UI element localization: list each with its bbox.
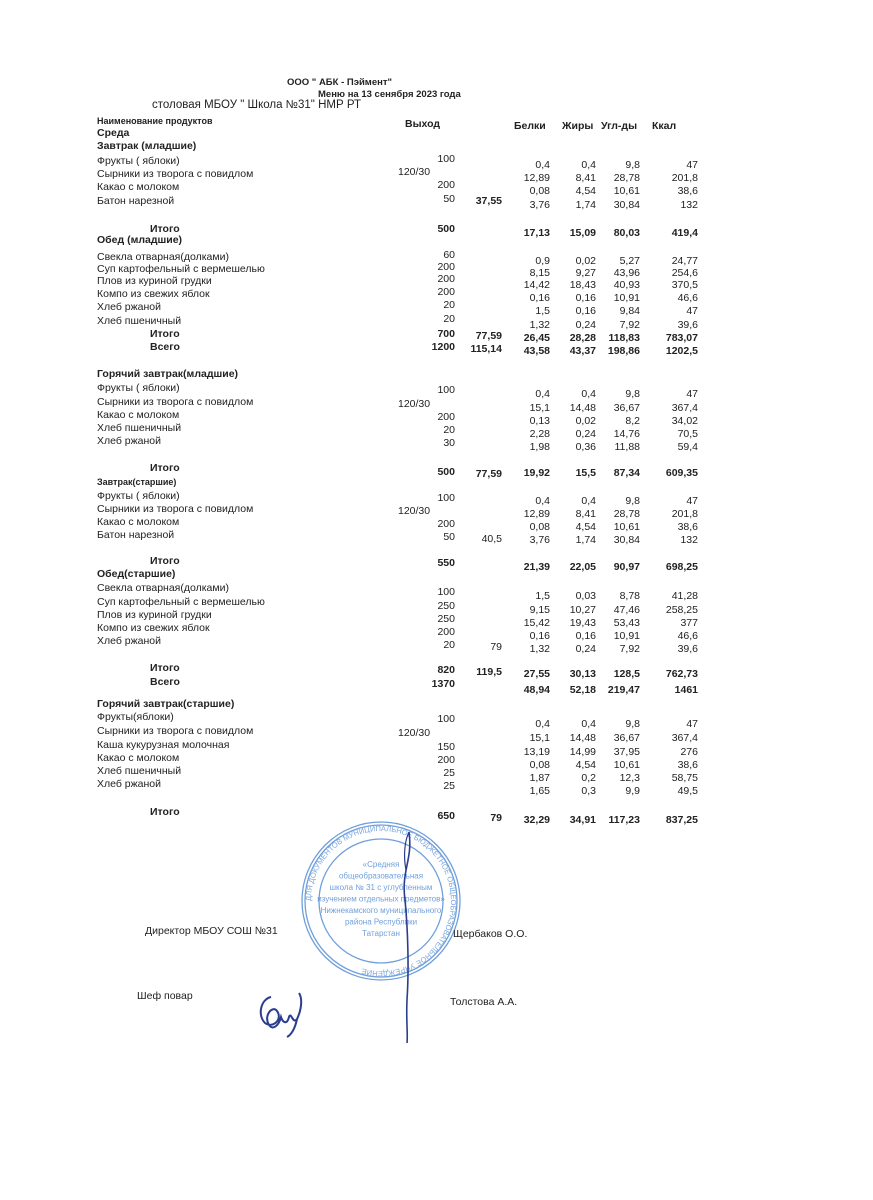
kcal-value: 609,35 bbox=[665, 467, 698, 479]
price: 119,5 bbox=[476, 666, 502, 678]
portion-out: 20 bbox=[443, 424, 455, 436]
price: 40,5 bbox=[481, 533, 502, 545]
protein-value: 0,08 bbox=[529, 521, 550, 533]
protein-value: 8,15 bbox=[529, 267, 550, 279]
dish-name: Каша кукурузная молочная bbox=[97, 739, 230, 751]
portion-out: 100 bbox=[437, 153, 455, 165]
carb-value: 90,97 bbox=[613, 561, 640, 573]
stamp-inner-line: изучением отдельных предметов» bbox=[317, 894, 445, 904]
fat-value: 1,74 bbox=[575, 199, 596, 211]
fat-value: 0,02 bbox=[575, 255, 596, 267]
fat-value: 28,28 bbox=[569, 332, 596, 344]
portion-out: 200 bbox=[437, 273, 455, 285]
price: 79 bbox=[490, 812, 502, 824]
total-label: Всего bbox=[150, 676, 180, 688]
fat-value: 0,16 bbox=[575, 630, 596, 642]
fat-value: 0,36 bbox=[575, 441, 596, 453]
kcal-value: 783,07 bbox=[665, 332, 698, 344]
col-header-kcal: Ккал bbox=[652, 120, 677, 132]
portion-out: 20 bbox=[443, 639, 455, 651]
carb-value: 28,78 bbox=[613, 172, 640, 184]
portion-out: 20 bbox=[443, 313, 455, 325]
dish-name: Хлеб ржаной bbox=[97, 435, 161, 447]
kcal-value: 47 bbox=[686, 305, 698, 317]
stamp-inner-line: «Средняя bbox=[362, 860, 400, 869]
fat-value: 19,43 bbox=[569, 617, 596, 629]
protein-value: 15,42 bbox=[523, 617, 550, 629]
kcal-value: 59,4 bbox=[677, 441, 698, 453]
dish-name: Плов из куриной грудки bbox=[97, 609, 212, 621]
protein-value: 2,28 bbox=[529, 428, 550, 440]
kcal-value: 254,6 bbox=[671, 267, 698, 279]
kcal-value: 47 bbox=[686, 718, 698, 730]
kcal-value: 47 bbox=[686, 388, 698, 400]
stamp-inner-line: района Республики bbox=[344, 917, 418, 927]
dish-name: Сырники из творога с повидлом bbox=[97, 725, 254, 737]
carb-value: 10,91 bbox=[613, 630, 640, 642]
section-heading: Среда bbox=[97, 127, 130, 139]
portion-out: 100 bbox=[437, 713, 455, 725]
section-heading: Обед(старшие) bbox=[97, 568, 176, 580]
col-header-fat: Жиры bbox=[562, 120, 594, 132]
portion-out: 100 bbox=[437, 384, 455, 396]
portion-out: 30 bbox=[443, 437, 455, 449]
carb-value: 43,96 bbox=[613, 267, 640, 279]
dish-name: Компо из свежих яблок bbox=[97, 288, 210, 300]
carb-value: 8,2 bbox=[625, 415, 640, 427]
protein-value: 26,45 bbox=[523, 332, 550, 344]
protein-value: 19,92 bbox=[523, 467, 550, 479]
kcal-value: 58,75 bbox=[671, 772, 698, 784]
kcal-value: 24,77 bbox=[671, 255, 698, 267]
dish-name: Суп картофельный с вермешелью bbox=[97, 263, 265, 275]
dish-name: Хлеб пшеничный bbox=[97, 422, 182, 434]
protein-value: 32,29 bbox=[523, 814, 550, 826]
fat-value: 14,48 bbox=[569, 732, 596, 744]
carb-value: 36,67 bbox=[613, 402, 640, 414]
portion-out: 25 bbox=[443, 780, 455, 792]
protein-value: 13,19 bbox=[523, 746, 550, 758]
stamp-inner-line: общеобразовательная bbox=[338, 871, 424, 881]
kcal-value: 258,25 bbox=[665, 604, 698, 616]
school-stamp bbox=[300, 820, 462, 982]
dish-name: Суп картофельный с вермешелью bbox=[97, 596, 265, 608]
section-heading: Горячий завтрак(младшие) bbox=[97, 368, 239, 380]
total-label: Итого bbox=[150, 806, 180, 818]
portion-out: 200 bbox=[437, 261, 455, 273]
org-name: ООО " АБК - Пэймент" bbox=[287, 77, 393, 88]
dish-name: Какао с молоком bbox=[97, 752, 180, 764]
portion-out: 25 bbox=[443, 767, 455, 779]
total-label: Итого bbox=[150, 462, 180, 474]
price: 77,59 bbox=[475, 468, 502, 480]
kcal-value: 41,28 bbox=[671, 590, 698, 602]
protein-value: 1,87 bbox=[529, 772, 550, 784]
kcal-value: 34,02 bbox=[671, 415, 698, 427]
carb-value: 40,93 bbox=[613, 279, 640, 291]
fat-value: 4,54 bbox=[575, 521, 596, 533]
portion-out: 550 bbox=[437, 557, 455, 569]
stamp-ring-text: ДЛЯ ДОКУМЕНТОВ МУНИЦИПАЛЬНОЕ БЮДЖЕТНОЕ ОБЩЕОБРАЗОВАТЕЛЬНОЕ УЧРЕЖДЕНИЕ bbox=[303, 823, 459, 979]
protein-value: 21,39 bbox=[523, 561, 550, 573]
fat-value: 15,09 bbox=[569, 227, 596, 239]
dish-name: Какао с молоком bbox=[97, 181, 180, 193]
portion-out: 200 bbox=[437, 411, 455, 423]
carb-value: 87,34 bbox=[613, 467, 640, 479]
dish-name: Плов из куриной грудки bbox=[97, 275, 212, 287]
kcal-value: 762,73 bbox=[665, 668, 698, 680]
portion-out: 120/30 bbox=[398, 505, 431, 517]
school-name: столовая МБОУ " Школа №31" НМР РТ bbox=[152, 99, 362, 111]
portion-out: 500 bbox=[437, 466, 455, 478]
protein-value: 12,89 bbox=[523, 508, 550, 520]
price: 37,55 bbox=[475, 195, 502, 207]
carb-value: 14,76 bbox=[613, 428, 640, 440]
carb-value: 198,86 bbox=[607, 345, 640, 357]
protein-value: 0,4 bbox=[535, 495, 550, 507]
dish-name: Фрукты ( яблоки) bbox=[97, 155, 180, 167]
fat-value: 0,4 bbox=[581, 495, 596, 507]
portion-out: 200 bbox=[437, 754, 455, 766]
protein-value: 0,08 bbox=[529, 185, 550, 197]
portion-out: 50 bbox=[443, 193, 455, 205]
dish-name: Батон нарезной bbox=[97, 195, 175, 207]
kcal-value: 46,6 bbox=[677, 630, 698, 642]
kcal-value: 419,4 bbox=[671, 227, 698, 239]
protein-value: 0,16 bbox=[529, 630, 550, 642]
carb-value: 7,92 bbox=[619, 319, 640, 331]
dish-name: Сырники из творога с повидлом bbox=[97, 503, 254, 515]
fat-value: 34,91 bbox=[569, 814, 596, 826]
carb-value: 11,88 bbox=[614, 441, 640, 453]
fat-value: 8,41 bbox=[575, 508, 596, 520]
dish-name: Компо из свежих яблок bbox=[97, 622, 210, 634]
carb-value: 9,8 bbox=[625, 388, 640, 400]
kcal-value: 47 bbox=[686, 159, 698, 171]
carb-value: 9,9 bbox=[625, 785, 640, 797]
protein-value: 3,76 bbox=[529, 199, 550, 211]
dish-name: Сырники из творога с повидлом bbox=[97, 168, 254, 180]
fat-value: 0,4 bbox=[581, 388, 596, 400]
signature-stroke bbox=[395, 830, 420, 1045]
portion-out: 700 bbox=[437, 328, 455, 340]
portion-out: 120/30 bbox=[398, 727, 431, 739]
menu-title: Меню на 13 сенября 2023 года bbox=[318, 89, 461, 100]
carb-value: 37,95 bbox=[613, 746, 640, 758]
price: 79 bbox=[490, 641, 502, 653]
portion-out: 200 bbox=[437, 518, 455, 530]
director-label: Директор МБОУ СОШ №31 bbox=[145, 925, 278, 937]
carb-value: 128,5 bbox=[613, 668, 640, 680]
portion-out: 650 bbox=[437, 810, 455, 822]
total-label: Итого bbox=[150, 223, 180, 235]
fat-value: 18,43 bbox=[569, 279, 596, 291]
fat-value: 0,3 bbox=[581, 785, 596, 797]
kcal-value: 698,25 bbox=[665, 561, 698, 573]
director-name: Щербаков О.О. bbox=[453, 928, 528, 940]
fat-value: 0,16 bbox=[575, 292, 596, 304]
fat-value: 0,24 bbox=[575, 428, 596, 440]
dish-name: Свекла отварная(долками) bbox=[97, 582, 229, 594]
fat-value: 10,27 bbox=[569, 604, 596, 616]
dish-name: Сырники из творога с повидлом bbox=[97, 396, 254, 408]
portion-out: 100 bbox=[437, 586, 455, 598]
portion-out: 100 bbox=[437, 492, 455, 504]
carb-value: 80,03 bbox=[613, 227, 640, 239]
protein-value: 0,08 bbox=[529, 759, 550, 771]
price: 115,14 bbox=[470, 343, 502, 355]
fat-value: 0,03 bbox=[575, 590, 596, 602]
carb-value: 10,61 bbox=[613, 759, 640, 771]
section-heading: Обед (младшие) bbox=[97, 234, 183, 246]
protein-value: 15,1 bbox=[529, 732, 550, 744]
carb-value: 219,47 bbox=[607, 684, 640, 696]
dish-name: Какао с молоком bbox=[97, 516, 180, 528]
fat-value: 4,54 bbox=[575, 185, 596, 197]
kcal-value: 132 bbox=[680, 199, 698, 211]
portion-out: 60 bbox=[443, 249, 455, 261]
protein-value: 0,16 bbox=[529, 292, 550, 304]
total-label: Итого bbox=[150, 555, 180, 567]
carb-value: 10,91 bbox=[613, 292, 640, 304]
protein-value: 27,55 bbox=[523, 668, 550, 680]
protein-value: 0,4 bbox=[535, 718, 550, 730]
protein-value: 48,94 bbox=[523, 684, 550, 696]
carb-value: 36,67 bbox=[613, 732, 640, 744]
carb-value: 30,84 bbox=[613, 199, 640, 211]
fat-value: 4,54 bbox=[575, 759, 596, 771]
fat-value: 0,24 bbox=[575, 643, 596, 655]
dish-name: Какао с молоком bbox=[97, 409, 180, 421]
portion-out: 200 bbox=[437, 179, 455, 191]
protein-value: 14,42 bbox=[523, 279, 550, 291]
kcal-value: 47 bbox=[686, 495, 698, 507]
fat-value: 0,16 bbox=[575, 305, 596, 317]
dish-name: Хлеб пшеничный bbox=[97, 315, 182, 327]
dish-name: Фрукты ( яблоки) bbox=[97, 490, 180, 502]
portion-out: 250 bbox=[437, 613, 455, 625]
portion-out: 820 bbox=[437, 664, 455, 676]
stamp-inner-line: школа № 31 с углубленным bbox=[329, 883, 433, 892]
protein-value: 0,4 bbox=[535, 388, 550, 400]
fat-value: 22,05 bbox=[569, 561, 596, 573]
portion-out: 200 bbox=[437, 626, 455, 638]
total-label: Итого bbox=[150, 328, 180, 340]
stamp-inner-line: Татарстан bbox=[362, 929, 400, 938]
chef-name: Толстова А.А. bbox=[450, 996, 518, 1008]
dish-name: Хлеб ржаной bbox=[97, 778, 161, 790]
portion-out: 200 bbox=[437, 286, 455, 298]
kcal-value: 70,5 bbox=[677, 428, 698, 440]
col-header-name: Наименование продуктов bbox=[97, 116, 213, 126]
protein-value: 15,1 bbox=[529, 402, 550, 414]
dish-name: Хлеб пшеничный bbox=[97, 765, 182, 777]
protein-value: 17,13 bbox=[523, 227, 550, 239]
kcal-value: 370,5 bbox=[671, 279, 698, 291]
protein-value: 1,65 bbox=[529, 785, 550, 797]
kcal-value: 837,25 bbox=[665, 814, 698, 826]
portion-out: 120/30 bbox=[398, 166, 431, 178]
kcal-value: 201,8 bbox=[671, 508, 698, 520]
carb-value: 10,61 bbox=[613, 185, 640, 197]
chef-label: Шеф повар bbox=[137, 990, 193, 1002]
dish-name: Фрукты(яблоки) bbox=[97, 711, 174, 723]
fat-value: 0,24 bbox=[575, 319, 596, 331]
total-label: Итого bbox=[150, 662, 180, 674]
kcal-value: 201,8 bbox=[671, 172, 698, 184]
protein-value: 1,5 bbox=[535, 590, 550, 602]
stamp-inner-line: Нижнекамского муниципального bbox=[320, 906, 442, 915]
fat-value: 0,2 bbox=[581, 772, 596, 784]
col-header-prot: Белки bbox=[514, 120, 546, 132]
kcal-value: 276 bbox=[680, 746, 698, 758]
total-label: Всего bbox=[150, 341, 180, 353]
col-header-out: Выход bbox=[405, 118, 441, 130]
portion-out: 150 bbox=[437, 741, 455, 753]
section-heading: Завтрак (младшие) bbox=[97, 140, 197, 152]
dish-name: Батон нарезной bbox=[97, 529, 175, 541]
carb-value: 12,3 bbox=[619, 772, 640, 784]
carb-value: 9,84 bbox=[619, 305, 640, 317]
portion-out: 50 bbox=[443, 531, 455, 543]
fat-value: 43,37 bbox=[569, 345, 596, 357]
fat-value: 1,74 bbox=[575, 534, 596, 546]
section-heading: Горячий завтрак(старшие) bbox=[97, 698, 235, 710]
carb-value: 10,61 bbox=[613, 521, 640, 533]
kcal-value: 38,6 bbox=[677, 185, 698, 197]
dish-name: Хлеб ржаной bbox=[97, 635, 161, 647]
portion-out: 1200 bbox=[431, 341, 455, 353]
protein-value: 43,58 bbox=[523, 345, 550, 357]
kcal-value: 49,5 bbox=[677, 785, 698, 797]
kcal-value: 38,6 bbox=[677, 521, 698, 533]
price: 77,59 bbox=[475, 330, 502, 342]
portion-out: 120/30 bbox=[398, 398, 431, 410]
protein-value: 12,89 bbox=[523, 172, 550, 184]
kcal-value: 1461 bbox=[674, 684, 698, 696]
protein-value: 1,32 bbox=[529, 643, 550, 655]
protein-value: 1,32 bbox=[529, 319, 550, 331]
fat-value: 52,18 bbox=[569, 684, 596, 696]
carb-value: 117,23 bbox=[608, 814, 640, 826]
fat-value: 14,48 bbox=[569, 402, 596, 414]
protein-value: 1,98 bbox=[529, 441, 550, 453]
carb-value: 9,8 bbox=[625, 495, 640, 507]
carb-value: 7,92 bbox=[619, 643, 640, 655]
kcal-value: 1202,5 bbox=[665, 345, 698, 357]
carb-value: 9,8 bbox=[625, 159, 640, 171]
kcal-value: 377 bbox=[680, 617, 698, 629]
protein-value: 0,9 bbox=[535, 255, 550, 267]
kcal-value: 46,6 bbox=[677, 292, 698, 304]
carb-value: 47,46 bbox=[613, 604, 640, 616]
fat-value: 30,13 bbox=[569, 668, 596, 680]
carb-value: 53,43 bbox=[613, 617, 640, 629]
portion-out: 250 bbox=[437, 600, 455, 612]
portion-out: 1370 bbox=[431, 678, 455, 690]
portion-out: 500 bbox=[437, 223, 455, 235]
section-heading: Завтрак(старшие) bbox=[97, 477, 177, 487]
chef-signature bbox=[253, 985, 313, 1040]
kcal-value: 38,6 bbox=[677, 759, 698, 771]
protein-value: 3,76 bbox=[529, 534, 550, 546]
fat-value: 0,4 bbox=[581, 159, 596, 171]
carb-value: 5,27 bbox=[619, 255, 640, 267]
kcal-value: 39,6 bbox=[677, 643, 698, 655]
fat-value: 0,02 bbox=[575, 415, 596, 427]
protein-value: 0,13 bbox=[529, 415, 550, 427]
kcal-value: 132 bbox=[680, 534, 698, 546]
carb-value: 8,78 bbox=[619, 590, 640, 602]
protein-value: 0,4 bbox=[535, 159, 550, 171]
kcal-value: 367,4 bbox=[671, 732, 698, 744]
carb-value: 9,8 bbox=[625, 718, 640, 730]
fat-value: 9,27 bbox=[575, 267, 596, 279]
carb-value: 118,83 bbox=[608, 332, 640, 344]
fat-value: 14,99 bbox=[569, 746, 596, 758]
dish-name: Фрукты ( яблоки) bbox=[97, 382, 180, 394]
carb-value: 28,78 bbox=[613, 508, 640, 520]
col-header-carb: Угл-ды bbox=[601, 120, 638, 132]
carb-value: 30,84 bbox=[613, 534, 640, 546]
kcal-value: 39,6 bbox=[677, 319, 698, 331]
fat-value: 8,41 bbox=[575, 172, 596, 184]
fat-value: 15,5 bbox=[575, 467, 596, 479]
portion-out: 20 bbox=[443, 299, 455, 311]
protein-value: 9,15 bbox=[529, 604, 550, 616]
dish-name: Хлеб ржаной bbox=[97, 301, 161, 313]
fat-value: 0,4 bbox=[581, 718, 596, 730]
kcal-value: 367,4 bbox=[671, 402, 698, 414]
dish-name: Свекла отварная(долками) bbox=[97, 251, 229, 263]
protein-value: 1,5 bbox=[535, 305, 550, 317]
